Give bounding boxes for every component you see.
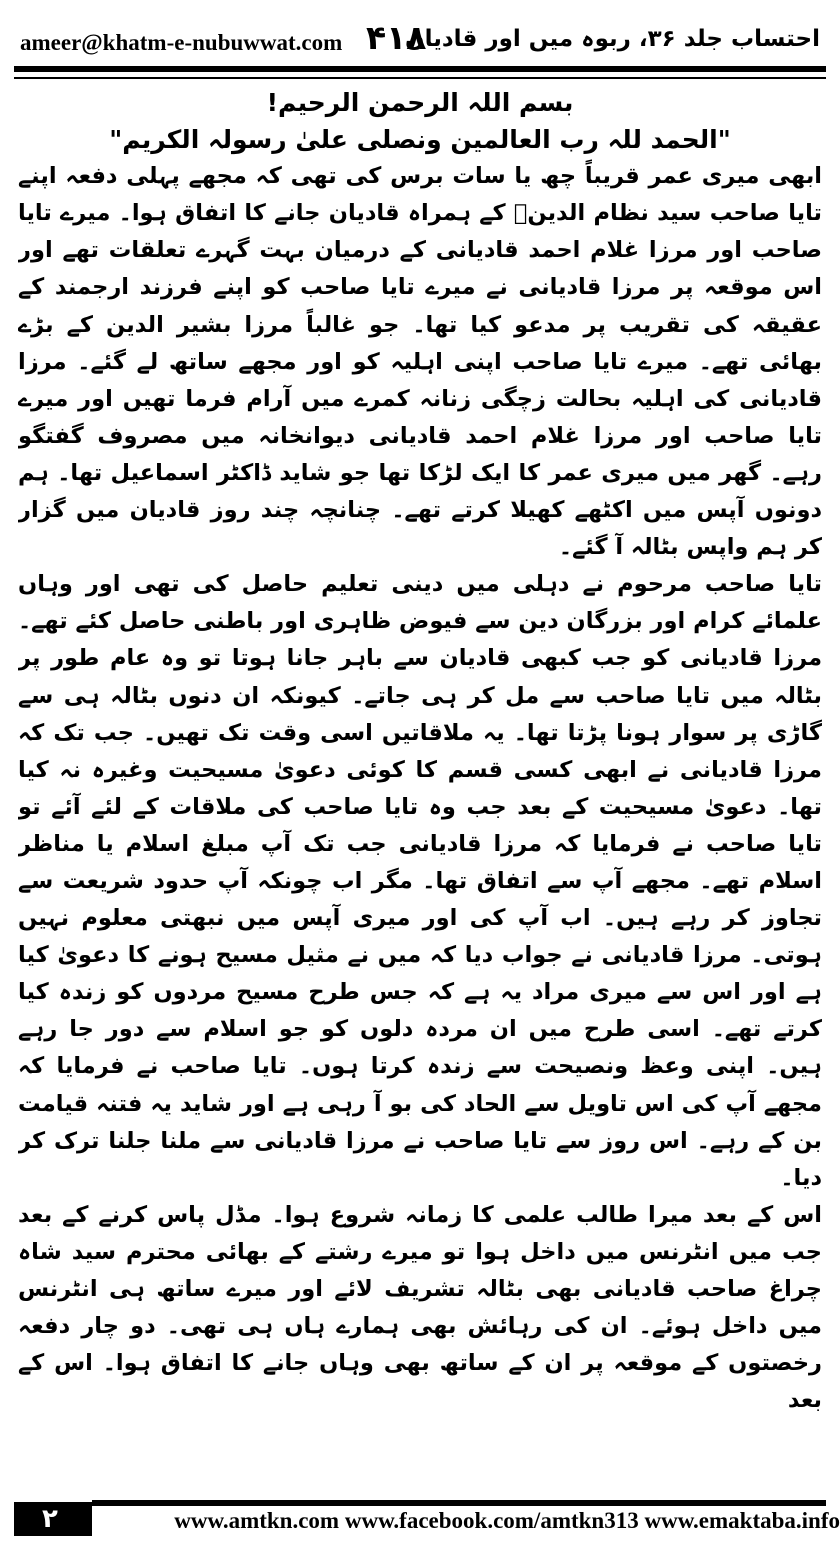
footer-links: www.amtkn.com www.facebook.com/amtkn313 www.emaktaba.info — [174, 1508, 840, 1533]
paragraph-3: اس کے بعد میرا طالب علمی کا زمانہ شروع ہوا۔ مڈل پاس کرنے کے بعد جب میں انٹرنس میں داخل ہوا تو میرے رشتے کے بھائی محترم سید شاہ چراغ صاحب قادیانی بھی بٹالہ تشریف لائے اور میرے ساتھ ہی انٹرنس میں داخل ہوئے۔ ان کی رہائش بھی ہمارے ہاں ہی تھی۔ دو چار دفعہ رخصتوں کے موقعہ پر ان کے ساتھ بھی وہاں جانے کا اتفاق ہوا۔ اس کے بعد — [18, 1201, 822, 1414]
hamd-line: "الحمد للہ رب العالمین ونصلی علیٰ رسولہ الکریم" — [109, 125, 731, 155]
page-header — [14, 8, 826, 64]
paragraph-2: تایا صاحب مرحوم نے دہلی میں دینی تعلیم حاصل کی تھی اور وہاں علمائے کرام اور بزرگان دین سے فیوض ظاہری اور باطنی حاصل کئے تھے۔ مرزا قادیانی کو جب کبھی قادیان سے باہر جانا ہوتا تو وہ عام طور پر بٹالہ میں تایا صاحب سے مل کر ہی جاتے۔ کیونکہ ان دنوں بٹالہ ہی سے گاڑی پر سوار ہونا پڑتا تھا۔ یہ ملاقاتیں اسی وقت تک تھیں۔ جب تک کہ مرزا قادیانی نے ابھی کسی قسم کا کوئی دعویٰ مسیحیت وغیرہ نہ کیا تھا۔ دعویٰ مسیحیت کے بعد جب وہ تایا صاحب کی ملاقات کے لئے آئے تو تایا صاحب نے فرمایا کہ مرزا قادیانی جب تک آپ مبلغ اسلام یا مناظر اسلام تھے۔ مجھے آپ سے اتفاق تھا۔ مگر اب چونکہ آپ حدود شریعت سے تجاوز کر رہے ہیں۔ اب آپ کی اور میری آپس میں نبھتی معلوم نہیں ہوتی۔ مرزا قادیانی نے جواب دیا کہ میں نے مثیل مسیح ہونے کا دعویٰ کیا ہے اور اس سے میری مراد یہ ہے کہ جس طرح مسیح مردوں کو زندہ کیا کرتے تھے۔ اسی طرح میں ان مردہ دلوں کو جو اسلام سے دور جا رہے ہیں۔ اپنی وعظ ونصیحت سے زندہ کرتا ہوں۔ تایا صاحب نے فرمایا کہ مجھے آپ کی اس تاویل سے الحاد کی بو آ رہی ہے اور شاید یہ فتنہ قیامت بن کے رہے۔ اس روز سے تایا صاحب نے مرزا قادیانی سے ملنا جلنا ترک کر دیا۔ — [18, 571, 822, 1191]
header-book-title: احتساب جلد ۳۶، ربوہ میں اور قادیان — [404, 26, 820, 52]
page-body — [18, 84, 822, 1464]
header-page-number: ۴۱۸ — [366, 18, 427, 57]
header-email: ameer@khatm-e-nubuwwat.com — [20, 30, 343, 55]
footer-page-number: ۲ — [42, 1504, 58, 1534]
paragraph-1: ابھی میری عمر قریباً چھ یا سات برس کی تھی کہ مجھے پہلی دفعہ اپنے تایا صاحب سید نظام الدینؒ کے ہمراہ قادیان جانے کا اتفاق ہوا۔ میرے تایا صاحب اور مرزا غلام احمد قادیانی کے درمیان بہت گہرے تعلقات تھے اور اس موقعہ پر مرزا قادیانی نے میرے تایا صاحب کو اپنے فرزند ارجمند کے عقیقہ کی تقریب پر مدعو کیا تھا۔ جو غالباً مرزا بشیر الدین کے بڑے بھائی تھے۔ میرے تایا صاحب اپنی اہلیہ کو اور مجھے ساتھ لے گئے۔ مرزا قادیانی کی اہلیہ بحالت زچگی زنانہ کمرے میں آرام فرما تھیں اور میرے تایا صاحب اور مرزا غلام احمد قادیانی دیوانخانہ میں مصروف گفتگو رہے۔ گھر میں میری عمر کا ایک لڑکا تھا جو شاید ڈاکٹر اسماعیل تھا۔ ہم دونوں آپس میں اکٹھے کھیلا کرتے تھے۔ چنانچہ چند روز قادیان میں گزار کر ہم واپس بٹالہ آ گئے۔ — [18, 163, 822, 561]
header-rule-thick — [14, 66, 826, 72]
bismillah-line: بسم اللہ الرحمن الرحیم! — [266, 88, 574, 117]
header-rule-thin — [14, 77, 826, 79]
